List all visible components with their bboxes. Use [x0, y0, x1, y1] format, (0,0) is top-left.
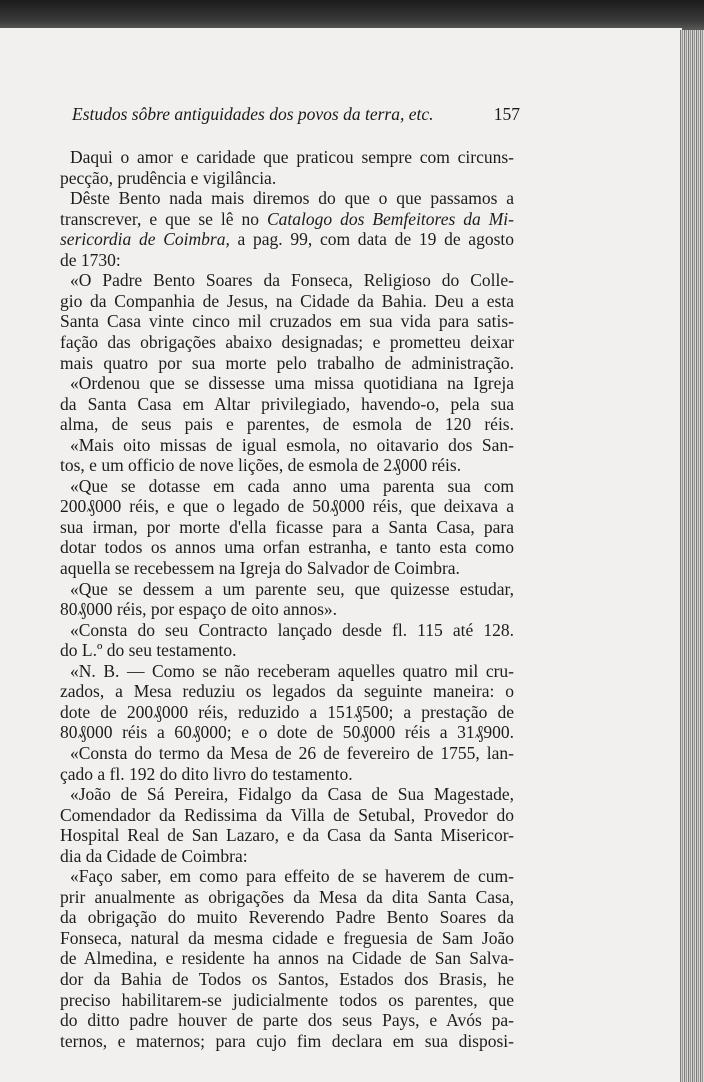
- line-text: gio da Companhia de Jesus, na Cidade da Bahia. Deu a esta: [60, 290, 514, 311]
- text-line: [60, 763, 514, 785]
- text-line: [60, 290, 514, 312]
- page-number: 157: [493, 104, 520, 124]
- text-line: [60, 228, 514, 250]
- text-line: [60, 742, 514, 764]
- line-text: «João de Sá Pereira, Fidalgo da Casa de Sua Magestade,: [70, 784, 514, 805]
- line-text: preciso habilitarem-se judicialmente todos os parentes, que: [60, 989, 514, 1010]
- line-text: Daqui o amor e caridade que praticou sempre com circuns-: [70, 147, 514, 167]
- line-text: «O Padre Bento Soares da Fonseca, Religioso do Colle-: [70, 270, 514, 291]
- text-line: [60, 845, 514, 867]
- line-text: 80₰000 réis, por espaço de oito annos».: [60, 599, 338, 620]
- line-text: sua irman, por morte d'ella ficasse para a Santa Casa, para: [60, 516, 514, 537]
- text-line: [60, 372, 514, 394]
- text-line: [60, 146, 514, 168]
- line-text: dote de 200₰000 réis, reduzido a 151₰500; a prestação de: [60, 701, 514, 722]
- page-edges: [680, 30, 704, 1082]
- text-line: [60, 721, 514, 743]
- text-line: [60, 886, 514, 908]
- italic-text: Catalogo dos Bemfeitores da Mi-: [266, 208, 514, 229]
- text-line: [60, 187, 514, 209]
- text-line: [60, 495, 514, 517]
- line-text: alma, de seus pais e parentes, de esmola de 120 réis.: [60, 414, 514, 435]
- line-text: pecção, prudência e vigilância.: [60, 167, 277, 188]
- text-line: [60, 454, 514, 476]
- text-line: [60, 475, 514, 497]
- text-line: [60, 701, 514, 723]
- line-text: do L.º do seu testamento.: [60, 640, 237, 661]
- text-line: [60, 1030, 514, 1052]
- text-line: [60, 783, 514, 805]
- line-text: Santa Casa vinte cinco mil cruzados em sua vida para satis-: [60, 311, 514, 332]
- line-text: de Almedina, e residente ha annos na Cidade de San Salva-: [60, 948, 514, 969]
- line-text: transcrever, e que se lê no: [60, 208, 267, 229]
- line-text: 80₰000 réis a 60₰000; e o dote de 50₰000 réis a 31₰900.: [60, 722, 514, 743]
- running-title: Estudos sôbre antiguidades dos povos da terra, etc.: [72, 104, 434, 124]
- line-text: dor da Bahia de Todos os Santos, Estados dos Brasis, he: [60, 969, 514, 989]
- line-text: da obrigação do muito Reverendo Padre Bento Soares da: [60, 907, 514, 928]
- line-text: tos, e um officio de nove lições, de esmola de 2₰000 réis.: [60, 455, 462, 476]
- text-line: [60, 1009, 514, 1031]
- text-line: [60, 968, 514, 990]
- text-line: [60, 578, 514, 600]
- text-line: [60, 434, 514, 456]
- line-text: «N. B. — Como se não receberam aquelles quatro mil cru-: [70, 660, 514, 681]
- italic-text: sericordia de Coimbra,: [60, 229, 230, 250]
- line-text: a pag. 99, com data de 19 de agosto: [229, 229, 514, 250]
- text-line: [60, 557, 514, 579]
- text-line: [60, 804, 514, 826]
- line-text: zados, a Mesa reduziu os legados da seguinte maneira: o: [60, 681, 514, 702]
- text-line: [60, 208, 514, 230]
- line-text: «Que se dessem a um parente seu, que quizesse estudar,: [70, 578, 514, 599]
- text-line: [60, 598, 514, 620]
- line-text: Hospital Real de San Lazaro, e da Casa da Santa Misericor-: [60, 825, 514, 846]
- text-line: [60, 516, 514, 538]
- line-text: dia da Cidade de Coimbra:: [60, 845, 248, 866]
- scan-top-band: [0, 0, 704, 30]
- text-line: [60, 269, 514, 291]
- line-text: de 1730:: [60, 249, 121, 270]
- line-text: Fonseca, natural da mesma cidade e freguesia de Sam João: [60, 927, 514, 948]
- line-text: «Ordenou que se dissesse uma missa quotidiana na Igreja: [70, 373, 514, 394]
- text-line: [60, 310, 514, 332]
- line-text: çado a fl. 192 do dito livro do testamento.: [60, 763, 353, 784]
- text-line: [60, 660, 514, 682]
- line-text: «Consta do termo da Mesa de 26 de fevereiro de 1755, lan-: [70, 742, 514, 763]
- text-line: [60, 639, 514, 661]
- text-line: [60, 413, 514, 435]
- line-text: «Mais oito missas de igual esmola, no oitavario dos San-: [70, 434, 514, 455]
- text-line: [60, 989, 514, 1011]
- text-line: [60, 906, 514, 928]
- line-text: prir anualmente as obrigações da Mesa da dita Santa Casa,: [60, 886, 514, 907]
- text-line: [60, 249, 514, 271]
- text-line: [60, 393, 514, 415]
- line-text: da Santa Casa em Altar privilegiado, havendo-o, pela sua: [60, 393, 514, 414]
- line-text: mais quatro por sua morte pelo trabalho de administração.: [60, 352, 514, 373]
- running-header: [72, 104, 520, 125]
- text-line: [60, 865, 514, 887]
- line-text: 200₰000 réis, e que o legado de 50₰000 réis, que deixava a: [60, 496, 514, 517]
- line-text: fação das obrigações abaixo designadas; e prometteu deixar: [60, 331, 514, 352]
- text-line: [60, 167, 514, 189]
- text-line: [60, 680, 514, 702]
- line-text: «Consta do seu Contracto lançado desde fl. 115 até 128.: [70, 619, 514, 640]
- text-line: [60, 927, 514, 949]
- line-text: aquella se recebessem na Igreja do Salvador de Coimbra.: [60, 558, 460, 578]
- text-line: [60, 824, 514, 846]
- line-text: «Faço saber, em como para effeito de se haverem de cum-: [70, 866, 514, 887]
- text-line: [60, 536, 514, 558]
- text-line: [60, 331, 514, 353]
- line-text: dotar todos os annos uma orfan estranha, e tanto esta como: [60, 537, 514, 558]
- line-text: Comendador da Redissima da Villa de Setubal, Provedor do: [60, 804, 514, 825]
- text-line: [60, 619, 514, 641]
- text-line: [60, 947, 514, 969]
- text-line: [60, 352, 514, 374]
- line-text: Dêste Bento nada mais diremos do que o que passamos a: [70, 188, 514, 209]
- line-text: do ditto padre houver de parte dos seus Pays, e Avós pa-: [60, 1010, 514, 1031]
- line-text: ternos, e maternos; para cujo fim declara em sua disposi-: [60, 1030, 514, 1051]
- line-text: «Que se dotasse em cada anno uma parenta sua com: [70, 475, 514, 496]
